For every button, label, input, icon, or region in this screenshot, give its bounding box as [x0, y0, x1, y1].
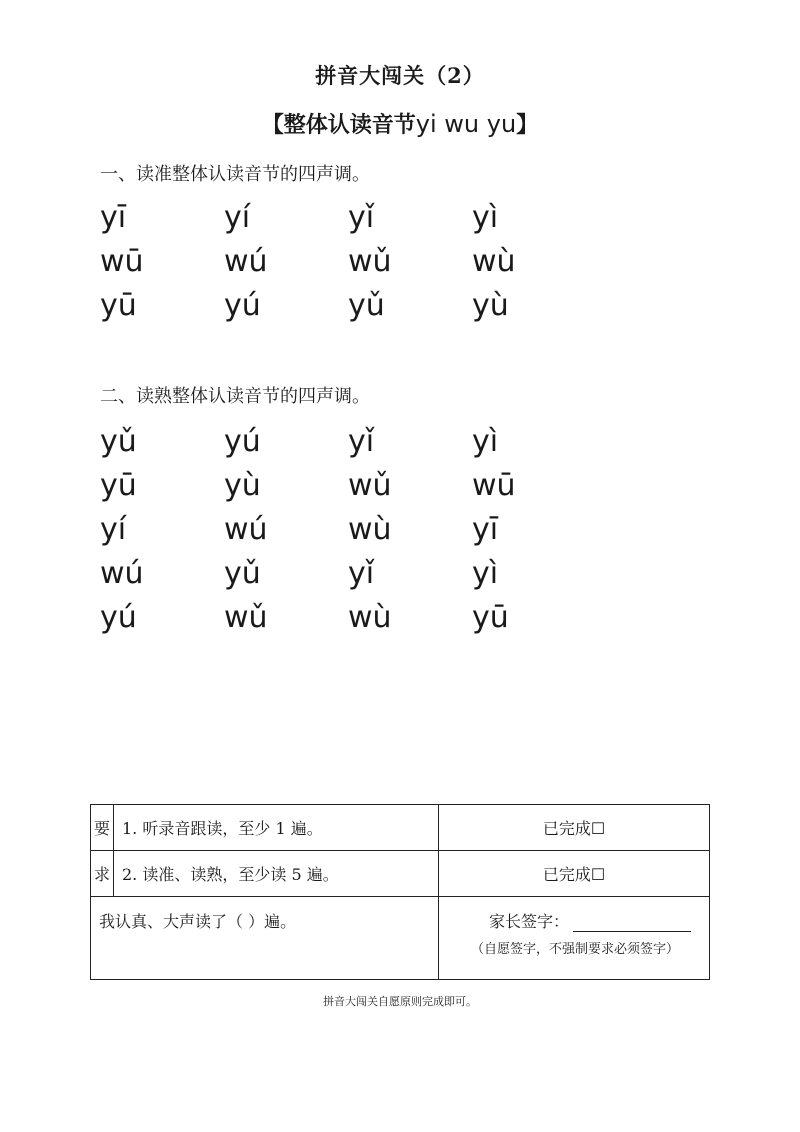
- syllable: yǐ: [348, 424, 375, 459]
- subtitle-suffix: 】: [516, 112, 539, 138]
- syllable: yǔ: [348, 288, 385, 323]
- syllable: yǐ: [348, 200, 375, 235]
- syllable: yī: [100, 200, 127, 235]
- syllable: wǔ: [348, 244, 392, 279]
- syllable: wū: [472, 468, 516, 503]
- parent-sign-label: 家长签字：: [489, 912, 570, 931]
- syllable: yú: [224, 288, 261, 323]
- task-2: 2. 读准、读熟，至少读 5 遍。: [114, 851, 439, 897]
- task-1: 1. 听录音跟读，至少 1 遍。: [114, 805, 439, 851]
- read-count-cell: [91, 897, 439, 980]
- syllable: yī: [472, 512, 499, 547]
- read-count-text: 我认真、大声读了（ ）遍。: [99, 912, 297, 931]
- syllable: yǔ: [100, 424, 137, 459]
- requirements-table: [90, 804, 710, 980]
- syllable: yì: [472, 556, 499, 591]
- task-2-done-checkbox[interactable]: 已完成☐: [439, 851, 710, 897]
- subtitle-prefix: 【整体认读音节: [261, 112, 416, 138]
- syllable: wú: [224, 512, 268, 547]
- syllable: wú: [100, 556, 144, 591]
- syllable: yì: [472, 200, 499, 235]
- section2-heading: 二、读熟整体认读音节的四声调。: [100, 386, 370, 407]
- syllable: wǔ: [224, 600, 268, 635]
- syllable: yù: [224, 468, 261, 503]
- sign-note: （自愿签字，不强制要求必须签字）: [470, 942, 679, 957]
- section2-syllable-grid: [100, 420, 596, 640]
- task-1-done-checkbox[interactable]: 已完成☐: [439, 805, 710, 851]
- requirements-label-bottom: 求: [91, 851, 114, 897]
- page-subtitle: [0, 108, 800, 139]
- syllable: wù: [472, 244, 516, 279]
- syllable: yǐ: [348, 556, 375, 591]
- page-title: 拼音大闯关（2）: [315, 63, 485, 88]
- syllable: yú: [224, 424, 261, 459]
- syllable: wū: [100, 244, 144, 279]
- footer-note: 拼音大闯关自愿原则完成即可。: [323, 995, 477, 1008]
- parent-sign-cell: [439, 897, 710, 980]
- syllable: yí: [224, 200, 251, 235]
- section1-heading: 一、读准整体认读音节的四声调。: [100, 164, 370, 185]
- syllable: yí: [100, 512, 127, 547]
- syllable: wù: [348, 512, 392, 547]
- syllable: wù: [348, 600, 392, 635]
- syllable: yú: [100, 600, 137, 635]
- syllable: yì: [472, 424, 499, 459]
- section1-syllable-grid: [100, 196, 596, 328]
- syllable: wǔ: [348, 468, 392, 503]
- syllable: yǔ: [224, 556, 261, 591]
- syllable: yū: [100, 468, 137, 503]
- syllable: wú: [224, 244, 268, 279]
- syllable: yū: [472, 600, 509, 635]
- subtitle-pinyin: yi wu yu: [415, 110, 517, 138]
- parent-sign-line[interactable]: [573, 931, 691, 932]
- syllable: yù: [472, 288, 509, 323]
- syllable: yū: [100, 288, 137, 323]
- requirements-label-top: 要: [91, 805, 114, 851]
